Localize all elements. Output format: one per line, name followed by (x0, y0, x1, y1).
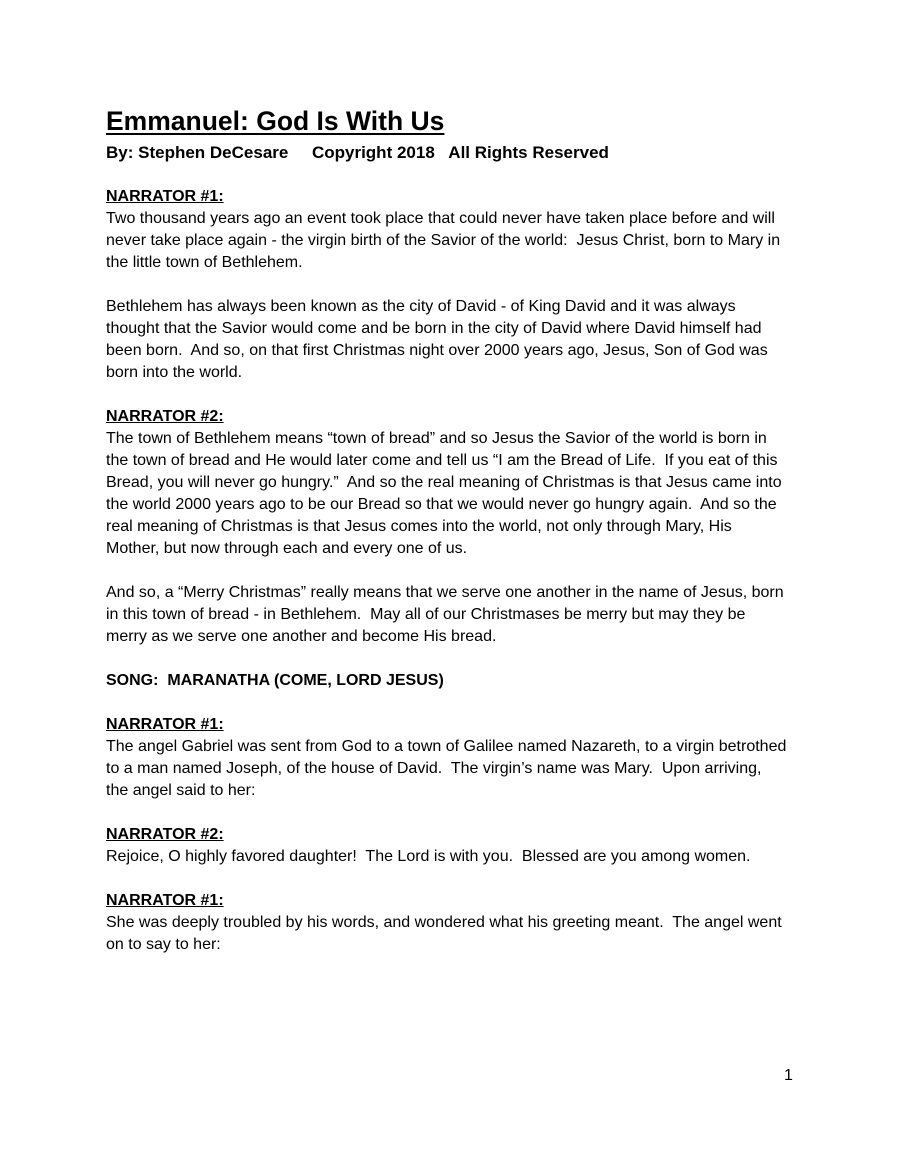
paragraph-line: the town of bread and He would later come and tell us “I am the Bread of Life. If you eat of this (106, 452, 778, 469)
speaker-label: NARRATOR #1: (106, 188, 224, 205)
script-paragraph (106, 846, 806, 868)
paragraph-line: the little town of Bethlehem. (106, 254, 303, 271)
script-paragraph (106, 208, 806, 274)
paragraph-line: Mother, but now through each and every one of us. (106, 540, 468, 557)
script-paragraph (106, 428, 806, 560)
script-paragraph (106, 736, 806, 802)
paragraph-line: never take place again - the virgin birth of the Savior of the world: Jesus Christ, born to Mary in (106, 232, 781, 249)
paragraph-line: And so, a “Merry Christmas” really means that we serve one another in the name of Jesus, born (106, 584, 784, 601)
paragraph-line: the world 2000 years ago to be our Bread so that we would never go hungry again. And so the (106, 496, 777, 513)
speaker-label: NARRATOR #2: (106, 408, 224, 425)
paragraph-line: thought that the Savior would come and be born in the city of David where David himself had (106, 320, 762, 337)
paragraph-line: Bethlehem has always been known as the city of David - of King David and it was always (106, 298, 736, 315)
page-number: 1 (784, 1067, 793, 1084)
paragraph-line: on to say to her: (106, 936, 221, 953)
song-section (106, 670, 806, 692)
speaker-label: NARRATOR #1: (106, 716, 224, 733)
paragraph-line: merry as we serve one another and become His bread. (106, 628, 497, 645)
paragraph-line: The angel Gabriel was sent from God to a town of Galilee named Nazareth, to a virgin betrothed (106, 738, 787, 755)
script-paragraph (106, 912, 806, 956)
narrator-section (106, 406, 806, 648)
song-heading: SONG: MARANATHA (COME, LORD JESUS) (106, 672, 444, 689)
document-title: Emmanuel: God Is With Us (106, 106, 445, 136)
script-sections (106, 186, 806, 956)
narrator-section (106, 186, 806, 384)
script-paragraph (106, 582, 806, 648)
paragraph-line: Two thousand years ago an event took place that could never have taken place before and will (106, 210, 775, 227)
narrator-section (106, 824, 806, 868)
paragraph-line: in this town of bread - in Bethlehem. May all of our Christmases be merry but may they be (106, 606, 746, 623)
paragraph-line: She was deeply troubled by his words, and wondered what his greeting meant. The angel went (106, 914, 782, 931)
paragraph-line: The town of Bethlehem means “town of bread” and so Jesus the Savior of the world is born in (106, 430, 767, 447)
speaker-label: NARRATOR #1: (106, 892, 224, 909)
paragraph-line: Rejoice, O highly favored daughter! The Lord is with you. Blessed are you among women. (106, 848, 751, 865)
document-byline: By: Stephen DeCesare Copyright 2018 All Rights Reserved (106, 143, 609, 162)
paragraph-line: Bread, you will never go hungry.” And so the real meaning of Christmas is that Jesus came into (106, 474, 782, 491)
paragraph-line: real meaning of Christmas is that Jesus comes into the world, not only through Mary, His (106, 518, 732, 535)
paragraph-line: been born. And so, on that first Christmas night over 2000 years ago, Jesus, Son of God was (106, 342, 768, 359)
speaker-label: NARRATOR #2: (106, 826, 224, 843)
paragraph-line: to a man named Joseph, of the house of David. The virgin’s name was Mary. Upon arriving, (106, 760, 762, 777)
paragraph-line: the angel said to her: (106, 782, 256, 799)
paragraph-line: born into the world. (106, 364, 243, 381)
script-paragraph (106, 296, 806, 384)
narrator-section (106, 890, 806, 956)
document-body (106, 104, 806, 956)
narrator-section (106, 714, 806, 802)
